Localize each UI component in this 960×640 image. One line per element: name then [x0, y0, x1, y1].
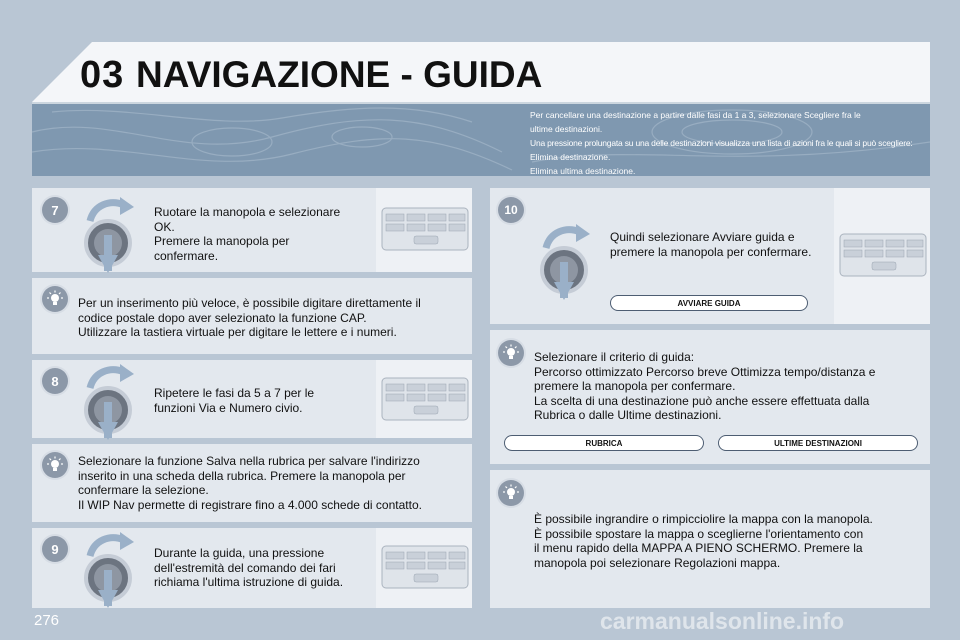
tip-2-text [78, 454, 468, 512]
header-note-line: Per cancellare una destinazione a partire dalle fasi da 1 a 3, selezionare Scegliere fra le [530, 110, 861, 120]
tip-4-text [534, 512, 924, 570]
text-line: Premere la manopola per [154, 234, 290, 248]
text-line: richiama l'ultima istruzione di guida. [154, 575, 344, 589]
text-line: È possibile ingrandire o rimpicciolire la mappa con la manopola. [534, 512, 873, 526]
text-line: manopola poi selezionare Regolazioni mappa. [534, 555, 781, 570]
text-line: il menu rapido della MAPPA A PIENO SCHERMO. Premere la [534, 541, 863, 555]
avviare-guida-button[interactable]: AVVIARE GUIDA [610, 295, 808, 311]
rubrica-button[interactable]: RUBRICA [504, 435, 704, 451]
text-line: Percorso ottimizzato Percorso breve Ottimizza tempo/distanza e [534, 364, 876, 379]
step-10-text [610, 230, 834, 259]
header-note-line: ultime destinazioni. [530, 124, 603, 134]
text-line: premere la manopola per confermare. [534, 379, 736, 393]
step-8-badge: 8 [42, 368, 68, 394]
text-line: Rubrica o dalle Ultime destinazioni. [534, 408, 722, 422]
lightbulb-icon [46, 290, 64, 308]
rotate-knob-icon [80, 362, 146, 442]
tip-1-text [78, 296, 468, 340]
radio-panel-image [834, 188, 930, 324]
text-line: confermare. [154, 248, 219, 263]
rotate-knob-icon [80, 195, 146, 275]
tip-4-badge [498, 480, 524, 506]
page-number: 276 [34, 612, 60, 629]
chapter-number: 03 [80, 54, 125, 96]
step-9-badge: 9 [42, 536, 68, 562]
text-line: Durante la guida, una pressione [154, 546, 325, 560]
text-line: Utilizzare la tastiera virtuale per digitare le lettere e i numeri. [78, 325, 397, 339]
header-note-line: Una pressione prolungata su una delle destinazioni visualizza una lista di azioni fra le quali si può scegliere: [530, 138, 913, 148]
step-7-text [154, 205, 374, 263]
step-9-text [154, 546, 376, 590]
radio-panel-image [376, 188, 472, 272]
text-line: dell'estremità del comando dei fari [154, 560, 336, 575]
text-line: Il WIP Nav permette di registrare fino a 4.000 schede di contatto. [78, 497, 422, 512]
text-line: codice postale dopo aver selezionato la funzione CAP. [78, 310, 367, 325]
rotate-knob-icon [80, 530, 146, 610]
text-line: confermare la selezione. [78, 483, 209, 497]
lightbulb-icon [46, 456, 64, 474]
text-line: Per un inserimento più veloce, è possibile digitare direttamente il [78, 296, 421, 310]
tip-1-badge [42, 286, 68, 312]
ultime-destinazioni-button[interactable]: ULTIME DESTINAZIONI [718, 435, 918, 451]
text-line: inserito in una scheda della rubrica. Premere la manopola per [78, 468, 406, 483]
text-line: premere la manopola per confermare. [610, 244, 812, 259]
text-line: Quindi selezionare Avviare guida e [610, 230, 795, 244]
radio-panel-image [376, 528, 472, 608]
step-7-badge: 7 [42, 197, 68, 223]
header-notes [530, 108, 926, 178]
text-line: La scelta di una destinazione può anche essere effettuata dalla [534, 393, 870, 408]
tip-3-badge [498, 340, 524, 366]
lightbulb-icon [502, 484, 520, 502]
header-note-line: Elimina destinazione. [530, 152, 611, 162]
text-line: È possibile spostare la mappa o sceglierne l'orientamento con [534, 526, 864, 541]
step-8-text [154, 386, 374, 415]
watermark: carmanualsonline.info [600, 608, 845, 634]
text-line: OK. [154, 219, 175, 234]
page-title: NAVIGAZIONE - GUIDA [136, 54, 543, 95]
radio-panel-image [376, 360, 472, 438]
tip-3-text [534, 350, 924, 423]
tip-2-badge [42, 452, 68, 478]
text-line: Selezionare il criterio di guida: [534, 350, 695, 364]
lightbulb-icon [502, 344, 520, 362]
header-note-line: Elimina ultima destinazione. [530, 166, 636, 176]
text-line: Ruotare la manopola e selezionare [154, 205, 341, 219]
rotate-knob-icon [536, 222, 602, 302]
text-line: Selezionare la funzione Salva nella rubrica per salvare l'indirizzo [78, 454, 420, 468]
step-10-badge: 10 [498, 197, 524, 223]
text-line: funzioni Via e Numero civio. [154, 400, 303, 415]
text-line: Ripetere le fasi da 5 a 7 per le [154, 386, 315, 400]
